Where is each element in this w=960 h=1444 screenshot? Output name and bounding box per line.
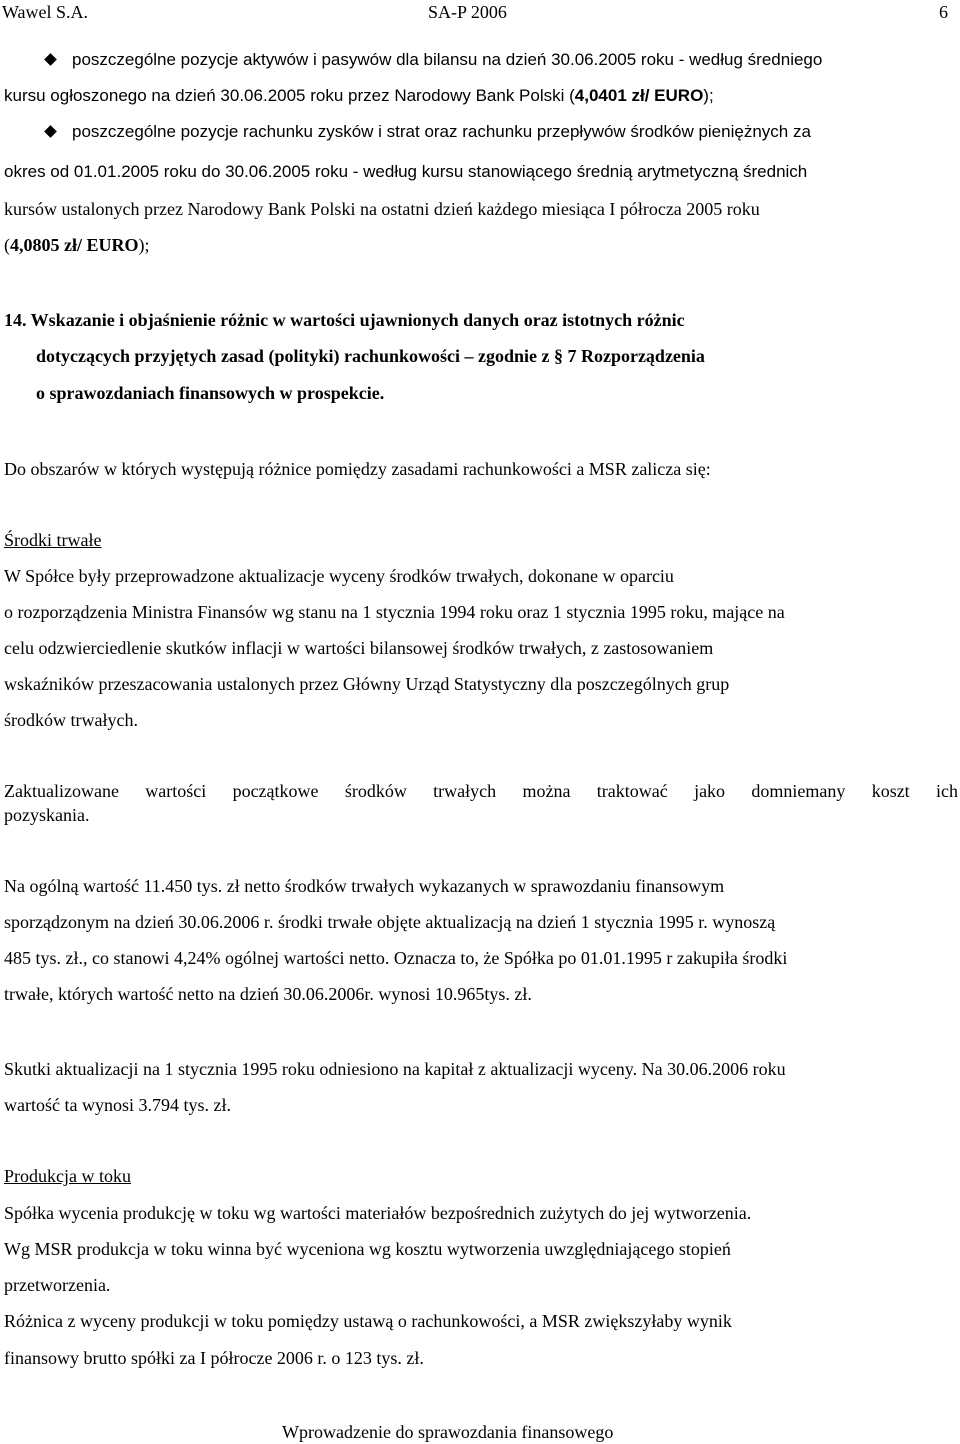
wip-line-3: przetworzenia. [4,1275,111,1295]
bullet-2-line-4: (4,0805 zł/ EURO); [4,235,150,255]
wip-line-1: Spółka wycenia produkcję w toku wg wartości materiałów bezpośrednich zużytych do jej wytworzenia. [4,1203,752,1223]
bullet-2-line-2: okres od 01.01.2005 roku do 30.06.2005 roku - według kursu stanowiącego średnią arytmetyczną średnich [4,162,808,181]
bullet-diamond-icon [44,53,57,66]
fixed-assets-p3-line-2: sporządzonym na dzień 30.06.2006 r. środki trwałe objęte aktualizacją na dzień 1 stycznia 1995 r. wynoszą [4,912,776,932]
bullet-2-line-1: poszczególne pozycje rachunku zysków i strat oraz rachunku przepływów środków pieniężnych za [72,122,811,141]
bullet-1-line-2: kursu ogłoszonego na dzień 30.06.2005 roku przez Narodowy Bank Polski (4,0401 zł/ EURO); [4,86,714,105]
wip-line-2: Wg MSR produkcja w toku winna być wyceniona wg kosztu wytworzenia uwzględniającego stopień [4,1239,731,1259]
section-14-heading-line-2: dotyczących przyjętych zasad (polityki) rachunkowości – zgodnie z § 7 Rozporządzenia [36,346,705,366]
fixed-assets-p3-line-1: Na ogólną wartość 11.450 tys. zł netto środków trwałych wykazanych w sprawozdaniu finansowym [4,876,725,896]
section-14-heading: 14. Wskazanie i objaśnienie różnic w wartości ujawnionych danych oraz istotnych różnic [4,310,685,330]
fixed-assets-p1-line-4: wskaźników przeszacowania ustalonych przez Główny Urząd Statystyczny dla poszczególnych grup [4,674,730,694]
wip-line-4: Różnica z wyceny produkcji w toku pomiędzy ustawą o rachunkowości, a MSR zwiększyłaby wynik [4,1311,732,1331]
fixed-assets-p1-line-3: celu odzwierciedlenie skutków inflacji w wartości bilansowej środków trwałych, z zastosowaniem [4,638,714,658]
section-14-heading-line-3: o sprawozdaniach finansowych w prospekcie. [36,383,385,403]
bullet-diamond-icon [44,125,57,138]
wip-line-5: finansowy brutto spółki za I półrocze 2006 r. o 123 tys. zł. [4,1348,424,1368]
fixed-assets-heading: Środki trwałe [4,530,102,550]
fixed-assets-p1-line-1: W Spółce były przeprowadzone aktualizacje wyceny środków trwałych, dokonane w oparciu [4,566,674,586]
header-page-number: 6 [939,2,948,22]
fixed-assets-p3-line-4: trwałe, których wartość netto na dzień 30.06.2006r. wynosi 10.965tys. zł. [4,984,532,1004]
page-footer: Wprowadzenie do sprawozdania finansowego [282,1422,614,1442]
fixed-assets-p3-line-3: 485 tys. zł., co stanowi 4,24% ogólnej wartości netto. Oznacza to, że Spółka po 01.01.1995 r zakupiła środki [4,948,788,968]
fixed-assets-p2-line-2: pozyskania. [4,805,90,825]
fixed-assets-p1-line-2: o rozporządzenia Ministra Finansów wg stanu na 1 stycznia 1994 roku oraz 1 stycznia 1995 roku, mające na [4,602,785,622]
header-company: Wawel S.A. [2,2,89,22]
fixed-assets-p4-line-1: Skutki aktualizacji na 1 stycznia 1995 roku odniesiono na kapitał z aktualizacji wyceny. Na 30.06.2006 roku [4,1059,786,1079]
bullet-1-line-1: poszczególne pozycje aktywów i pasywów dla bilansu na dzień 30.06.2005 roku - według średniego [72,50,823,69]
intro-paragraph: Do obszarów w których występują różnice pomiędzy zasadami rachunkowości a MSR zalicza się: [4,459,711,479]
wip-heading: Produkcja w toku [4,1166,131,1186]
header-document-id: SA-P 2006 [428,2,507,22]
fixed-assets-p4-line-2: wartość ta wynosi 3.794 tys. zł. [4,1095,231,1115]
bullet-2-line-3: kursów ustalonych przez Narodowy Bank Polski na ostatni dzień każdego miesiąca I półrocza 2005 roku [4,199,760,219]
fixed-assets-p2-line-1: Zaktualizowane wartości początkowe środków trwałych można traktować jako domniemany koszt ich [4,781,958,801]
fixed-assets-p1-line-5: środków trwałych. [4,710,138,730]
